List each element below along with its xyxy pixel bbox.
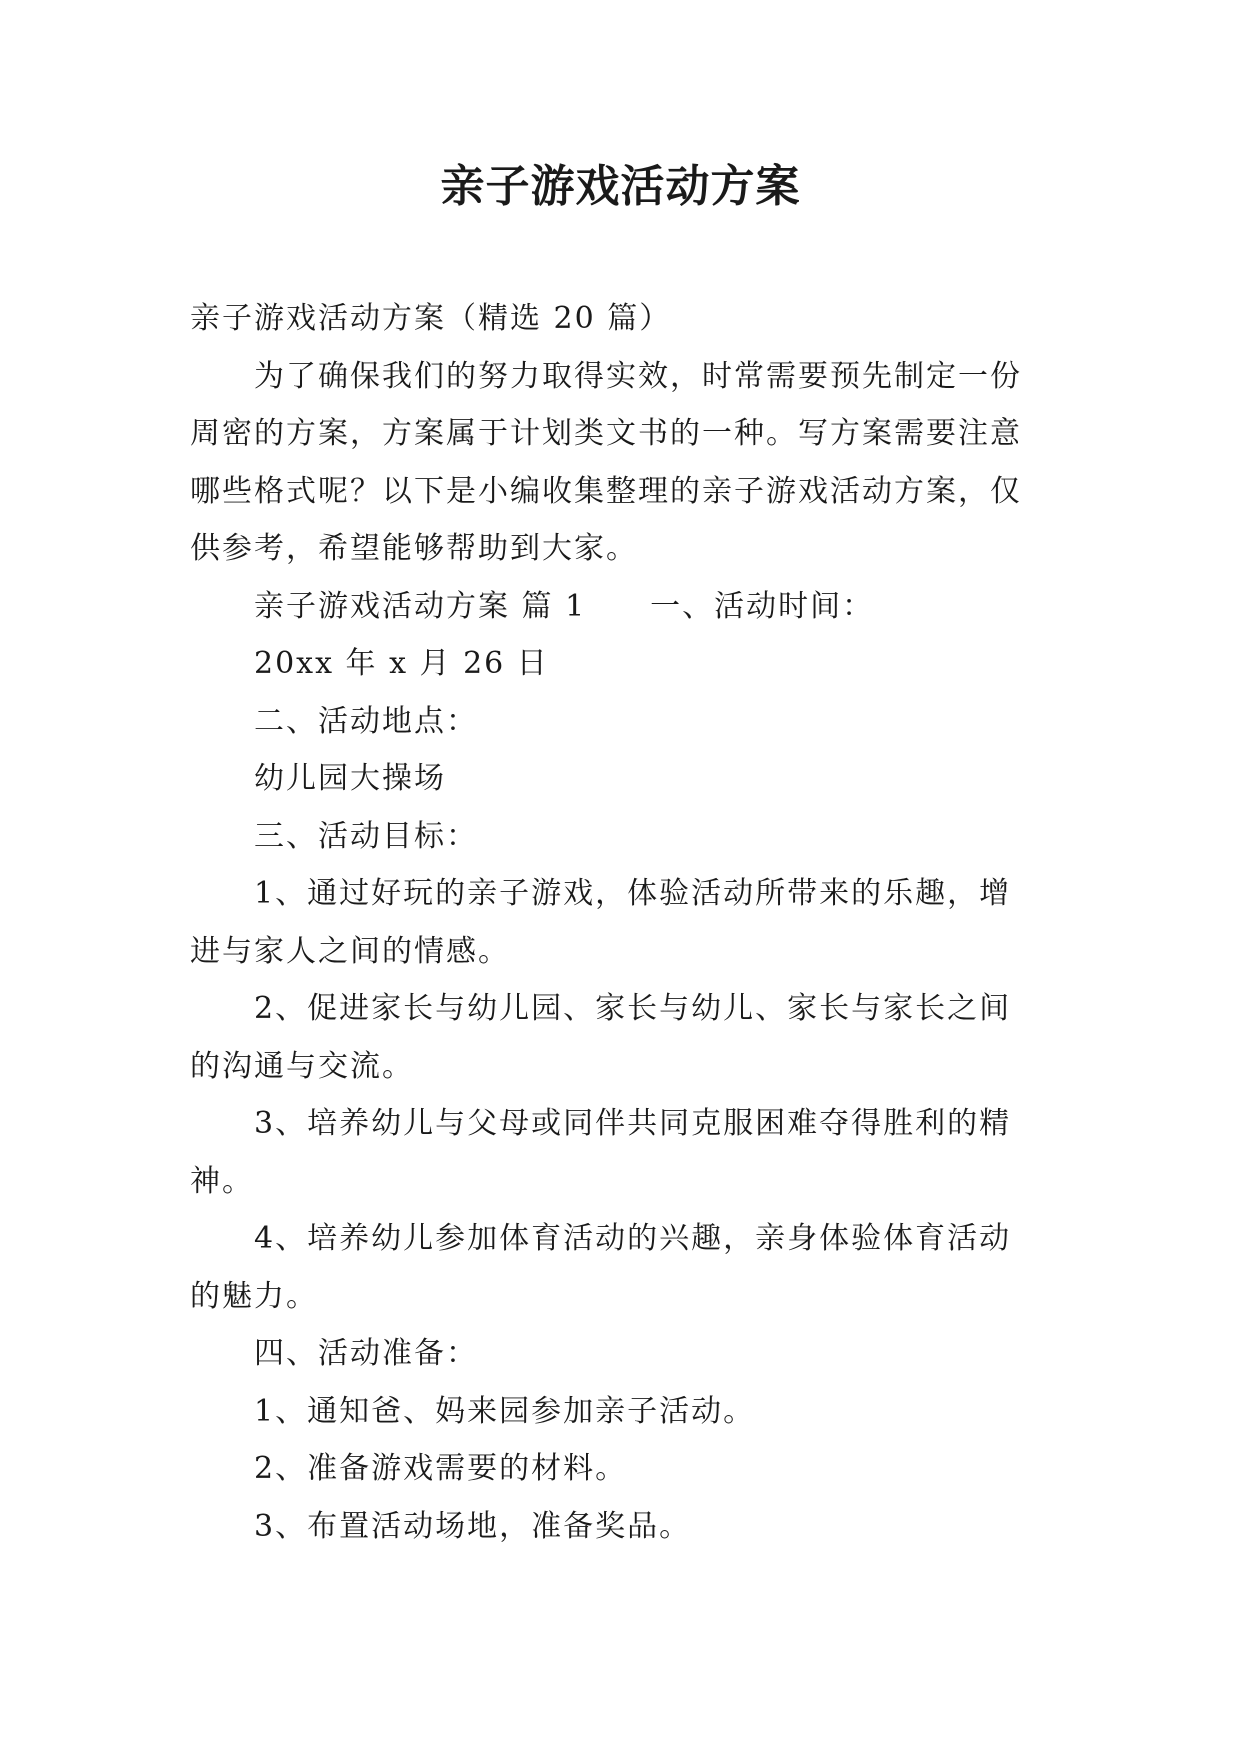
prep-item: 3、布置活动场地，准备奖品。 xyxy=(254,1508,692,1544)
goal-item-3-cont: 神。 xyxy=(190,1163,254,1199)
place-value: 幼儿园大操场 xyxy=(254,761,446,796)
goal-item-2: 2、促进家长与幼儿园、家长与幼儿、家长与家长之间 xyxy=(254,991,1012,1026)
intro-line: 为了确保我们的努力取得实效，时常需要预先制定一份 xyxy=(254,358,1022,394)
goals-heading: 三、活动目标： xyxy=(254,818,478,854)
page-title: 亲子游戏活动方案 xyxy=(440,161,801,212)
goal-item-4-cont: 的魅力。 xyxy=(190,1278,318,1314)
prep-item: 1、通知爸、妈来园参加亲子活动。 xyxy=(254,1393,756,1429)
goal-item-4: 4、培养幼儿参加体育活动的兴趣，亲身体验体育活动 xyxy=(254,1221,1012,1256)
time-value: 20xx 年 x 月 26 日 xyxy=(254,646,549,681)
intro-line: 供参考，希望能够帮助到大家。 xyxy=(190,531,638,566)
goal-item-1: 1、通过好玩的亲子游戏，体验活动所带来的乐趣，增 xyxy=(254,876,1012,911)
goal-item-3: 3、培养幼儿与父母或同伴共同克服困难夺得胜利的精 xyxy=(254,1106,1012,1141)
section-heading-row xyxy=(190,578,1050,636)
document-body xyxy=(190,290,1050,1555)
document-subtitle: 亲子游戏活动方案（精选 20 篇） xyxy=(190,301,672,336)
place-heading: 二、活动地点： xyxy=(254,703,478,739)
intro-line: 周密的方案，方案属于计划类文书的一种。写方案需要注意 xyxy=(190,416,1022,451)
goal-item-1-cont: 进与家人之间的情感。 xyxy=(190,933,510,969)
prep-heading: 四、活动准备： xyxy=(254,1336,478,1371)
section-heading: 亲子游戏活动方案 篇 1 xyxy=(254,588,587,624)
time-heading: 一、活动时间： xyxy=(650,588,875,624)
intro-line: 哪些格式呢？以下是小编收集整理的亲子游戏活动方案，仅 xyxy=(190,473,1022,509)
goal-item-2-cont: 的沟通与交流。 xyxy=(190,1048,414,1084)
prep-item: 2、准备游戏需要的材料。 xyxy=(254,1451,628,1486)
